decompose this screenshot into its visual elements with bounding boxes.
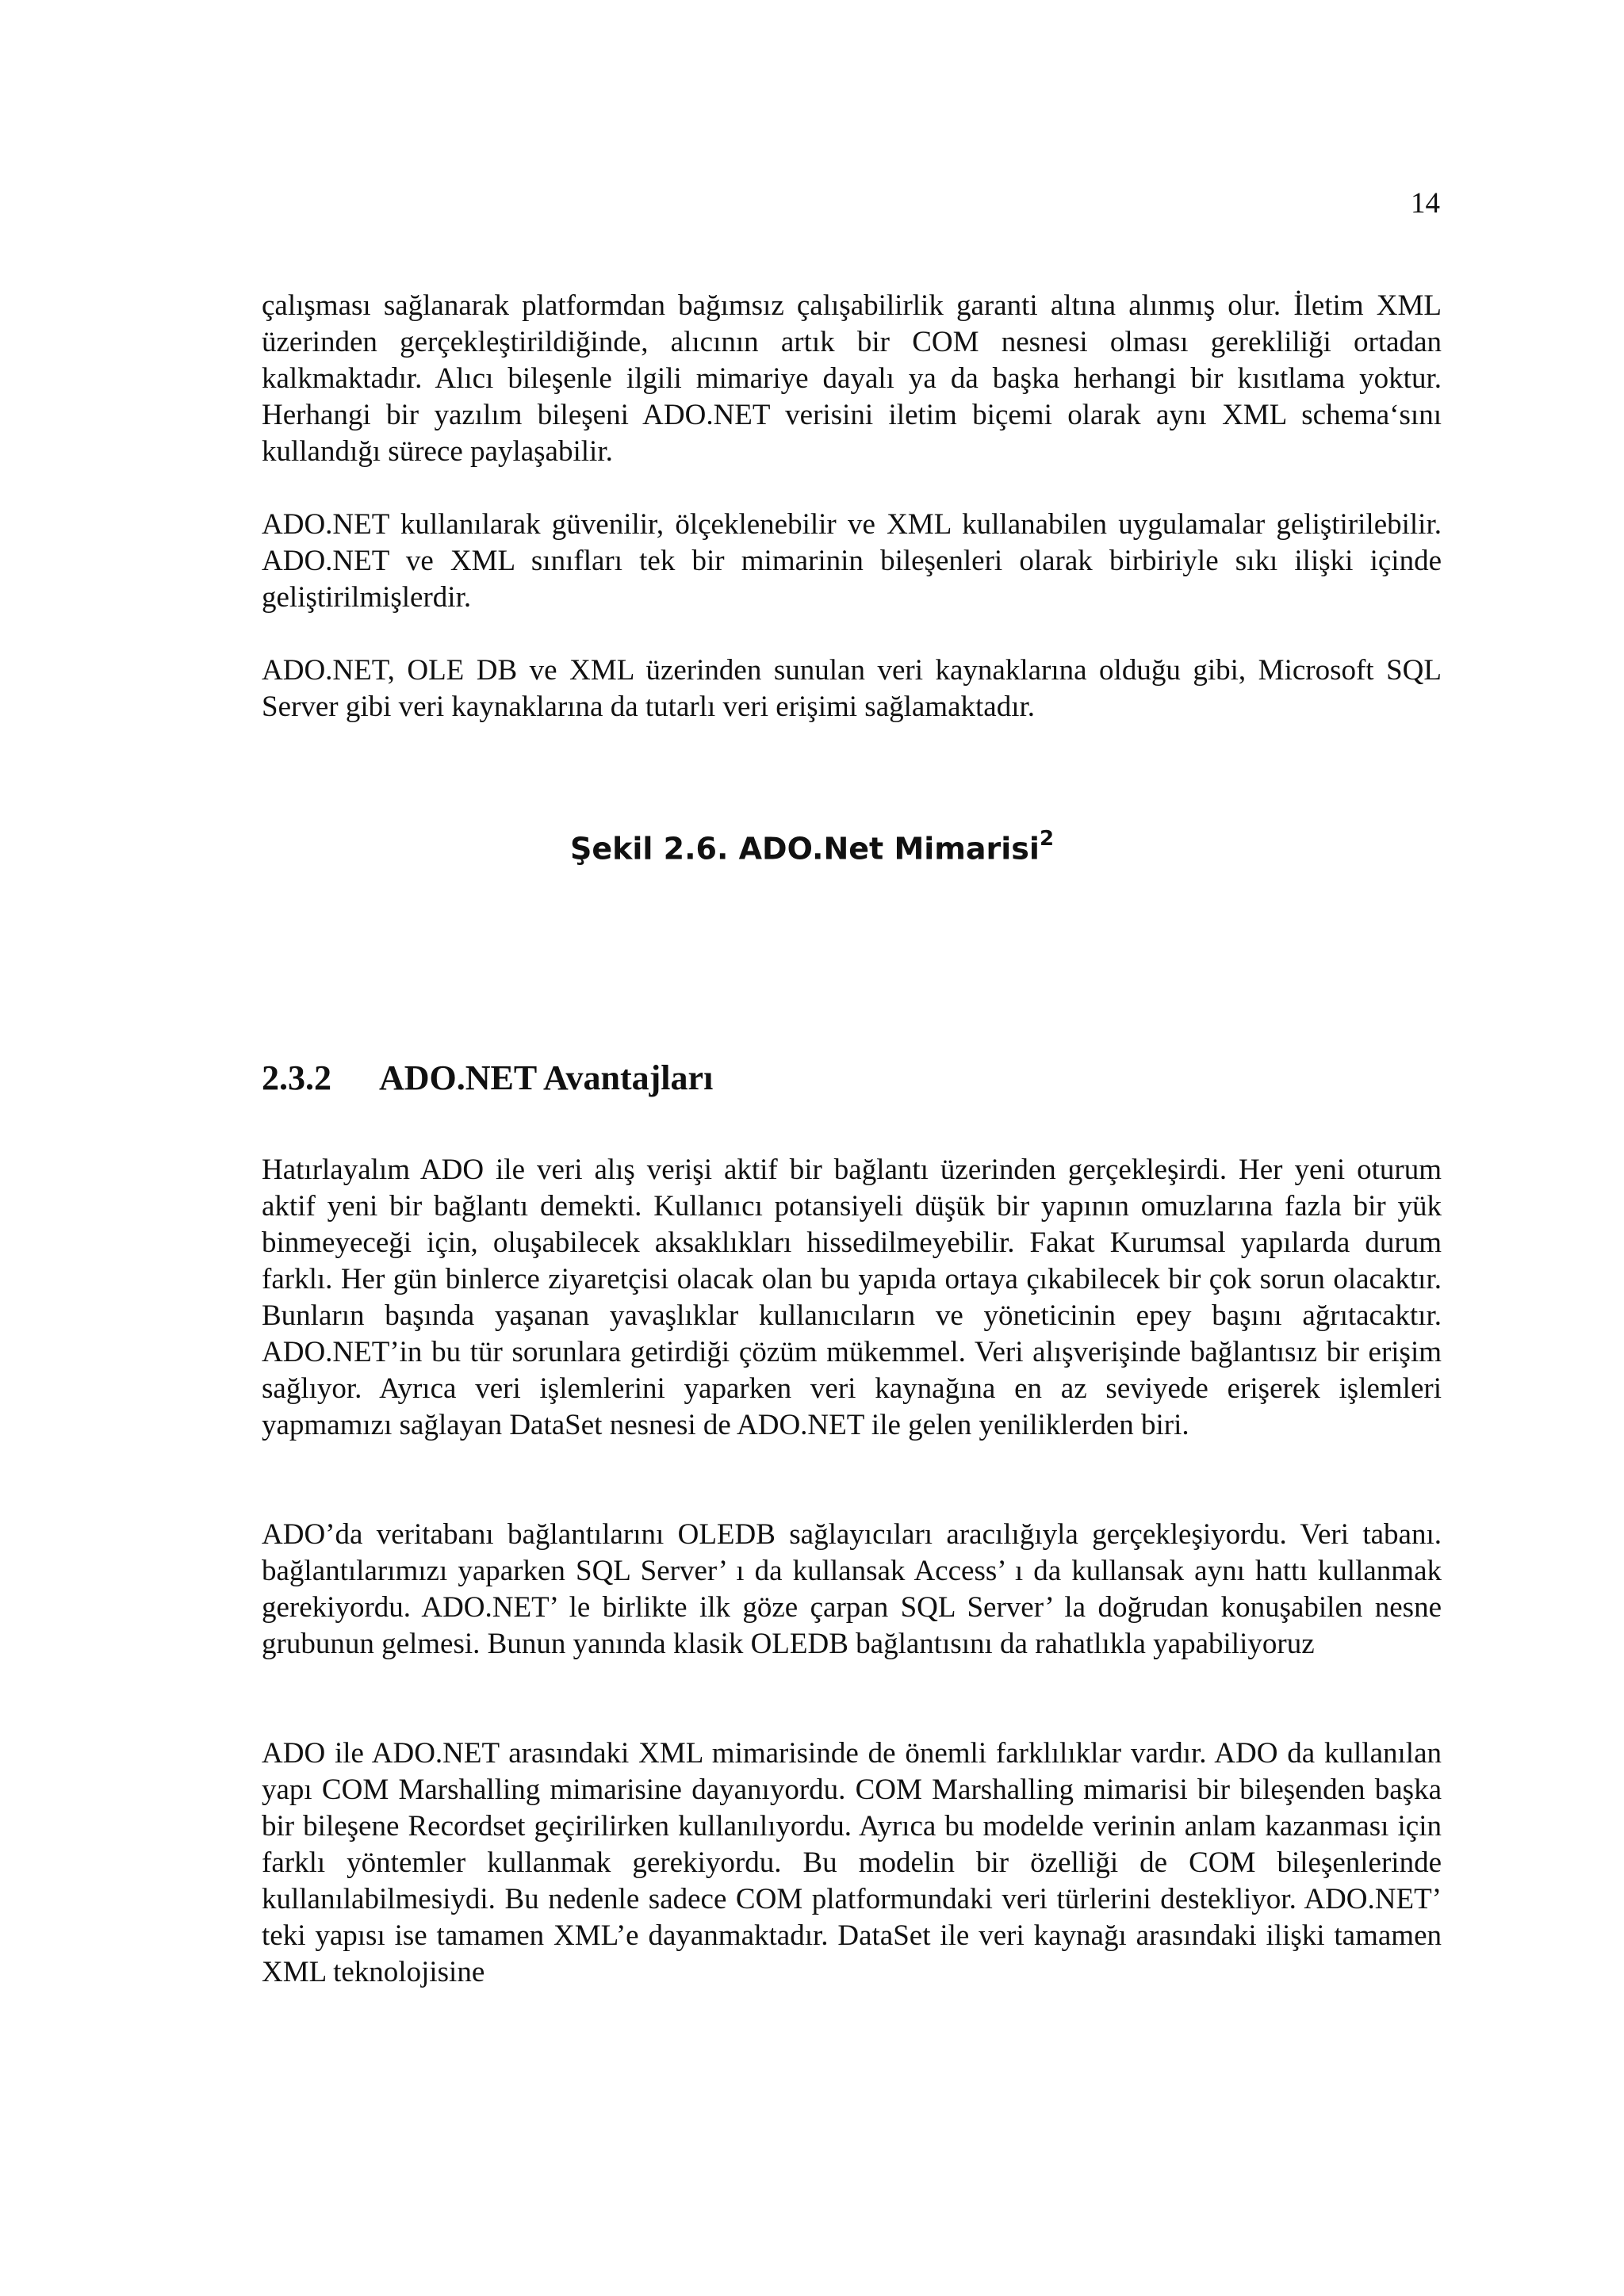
- paragraph-text: [262, 1517, 1442, 1663]
- paragraph-connection-model: [262, 1152, 1442, 1444]
- paragraph-text: ADO ile ADO.NET arasındaki XML mimarisinde de önemli farklılıklar vardır. ADO da kullanılan yapı COM Marshalling mimarisine dayanıyordu. COM Marshalling mimarisi bir bileşenden başka bir bileşene Recordset geçirilirken kullanılıyordu. Ayrıca bu modelde verinin anlam kazanması için farklı yöntemler kullanmak gerekiyordu. Bu modelin bir özelliği de COM bileşenlerinde kullanılabilmesiydi. Bu nedenle sadece COM platformundaki veri türlerini destekliyor. ADO.NET’ teki yapısı ise tamamen XML’e dayanmaktadır. DataSet ile veri kaynağı arasındaki ilişki tamamen XML teknolojisine: [262, 1737, 1442, 1988]
- section-number: 2.3.2: [262, 1058, 331, 1097]
- footnote-reference: 2: [1039, 827, 1055, 851]
- paragraph-body: ADO’da veritabanı bağlantılarını OLEDB sağlayıcıları aracılığıyla gerçekleşiyordu. Veri tabanı bağlantılarımızı yaparken SQL Server’ ı da kullansak Access’ ı da kullansak aynı hattı kullanmak gerekiyordu. ADO.NET’ le birlikte ilk göze çarpan SQL Server’ la doğrudan konuşabilen nesne grubunun gelmesi. Bunun yanında klasik OLEDB bağlantısını da rahatlıkla yapabiliyoruz: [262, 1518, 1442, 1660]
- paragraph-xml-architecture: [262, 1735, 1442, 1991]
- page-number: 14: [1411, 187, 1440, 220]
- paragraph-text: ADO.NET, OLE DB ve XML üzerinden sunulan veri kaynaklarına olduğu gibi, Microsoft SQL Server gibi veri kaynaklarına da tutarlı veri erişimi sağlamaktadır.: [262, 654, 1442, 723]
- paragraph-oledb-connections: [262, 1517, 1442, 1663]
- trailing-period: .: [1434, 1518, 1442, 1551]
- section-heading: [262, 1058, 714, 1097]
- paragraph-text: ADO.NET kullanılarak güvenilir, ölçeklenebilir ve XML kullanabilen uygulamalar geliştirilebilir. ADO.NET ve XML sınıfları tek bir mimarinin bileşenleri olarak birbiriyle sıkı ilişki içinde geliştirilmişlerdir.: [262, 508, 1442, 614]
- figure-caption-text: Şekil 2.6. ADO.Net Mimarisi: [569, 831, 1040, 867]
- paragraph-xml-transport: [262, 288, 1442, 470]
- paragraph-data-sources: [262, 652, 1442, 725]
- paragraph-ado-net-xml: [262, 507, 1442, 616]
- paragraph-text: Hatırlayalım ADO ile veri alış verişi aktif bir bağlantı üzerinden gerçekleşirdi. Her yeni oturum aktif yeni bir bağlantı demekti. Kullanıcı potansiyeli düşük bir yapının omuzlarına fazla bir yük binmeyeceği için, oluşabilecek aksaklıkları hissedilmeyebilir. Fakat Kurumsal yapılarda durum farklı. Her gün binlerce ziyaretçisi olacak olan bu yapıda ortaya çıkabilecek bir çok sorun olacaktır. Bunların başında yaşanan yavaşlıklar kullanıcıların ve yöneticinin epey başını ağrıtacaktır. ADO.NET’in bu tür sorunlara getirdiği çözüm mükemmel. Veri alışverişinde bağlantısız bir erişim sağlıyor. Ayrıca veri işlemlerini yaparken veri kaynağına en az seviyede erişerek işlemleri yapmamızı sağlayan DataSet nesnesi de ADO.NET ile gelen yeniliklerden biri.: [262, 1154, 1442, 1441]
- figure-caption: [0, 827, 1624, 867]
- paragraph-text: çalışması sağlanarak platformdan bağımsız çalışabilirlik garanti altına alınmış olur. İletim XML üzerinden gerçekleştirildiğinde, alıcının artık bir COM nesnesi olması gerekliliği ortadan kalkmaktadır. Alıcı bileşenle ilgili mimariye dayalı ya da başka herhangi bir kısıtlama yoktur. Herhangi bir yazılım bileşeni ADO.NET verisini iletim biçemi olarak aynı XML schema‘sını kullandığı sürece paylaşabilir.: [262, 289, 1442, 468]
- section-title: ADO.NET Avantajları: [379, 1058, 714, 1097]
